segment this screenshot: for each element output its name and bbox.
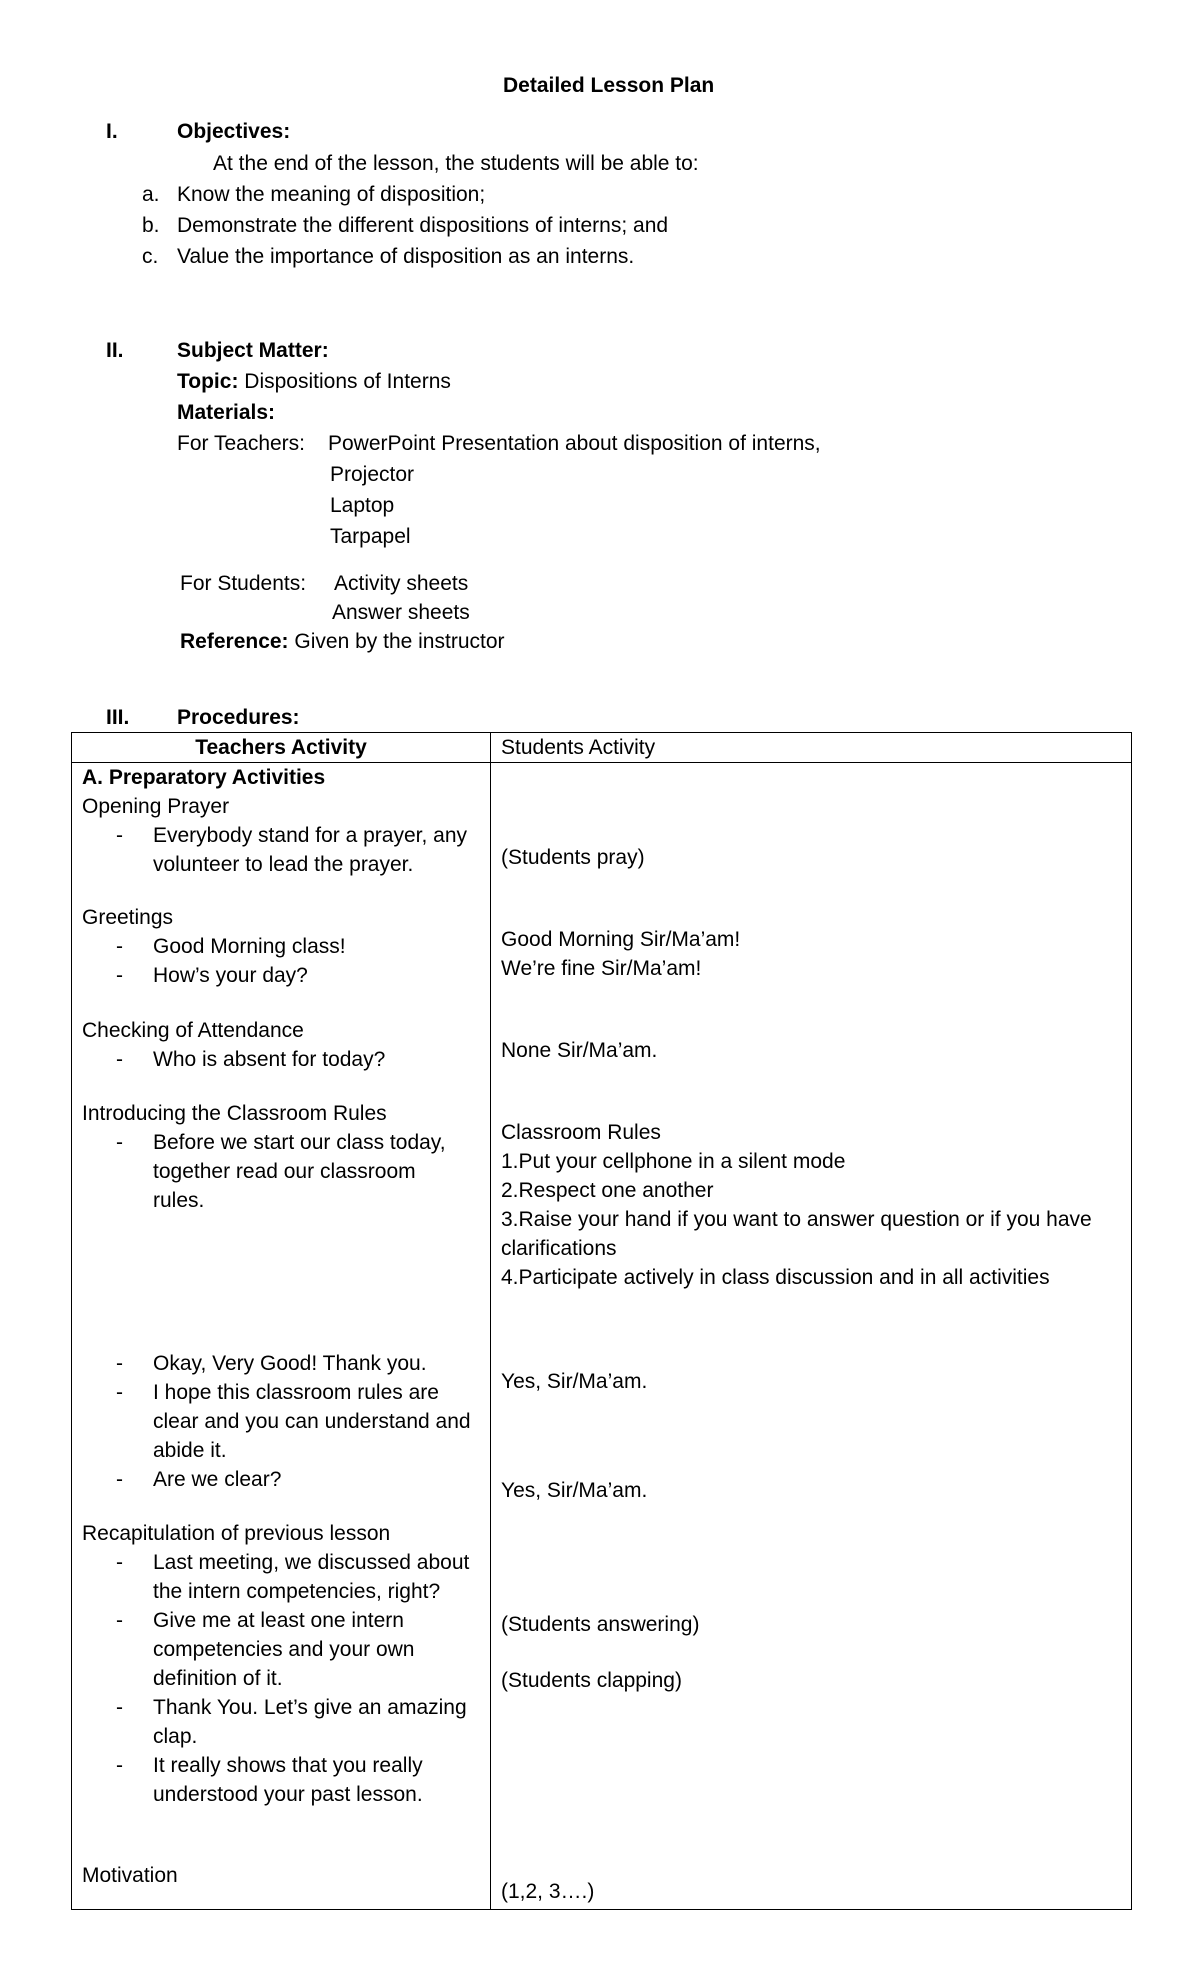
hope-text-1: I hope this classroom rules are (153, 1381, 439, 1404)
recap-label: Recapitulation of previous lesson (82, 1522, 391, 1545)
rule-2: 2.Respect one another (501, 1179, 714, 1202)
teachers-activity-header: Teachers Activity (195, 736, 367, 759)
students-answering: (Students answering) (501, 1613, 700, 1636)
attendance-response: None Sir/Ma’am. (501, 1039, 658, 1062)
rules-text-2: together read our classroom (153, 1160, 416, 1183)
student-material-2: Answer sheets (332, 601, 470, 624)
column-divider (490, 733, 491, 1909)
hope-text-2: clear and you can understand and (153, 1410, 471, 1433)
section-a-heading: A. Preparatory Activities (82, 766, 326, 789)
reference-line (180, 628, 505, 656)
objectives-heading: Objectives: (177, 120, 291, 143)
recap-text-1b: the intern competencies, right? (153, 1580, 441, 1603)
bullet-dash: - (116, 1131, 123, 1154)
for-teachers-label: For Teachers: (177, 432, 305, 455)
recap-text-4a: It really shows that you really (153, 1754, 423, 1777)
motivation-label: Motivation (82, 1864, 178, 1887)
greetings-label: Greetings (82, 906, 174, 929)
topic-label: Topic: (177, 370, 239, 393)
bullet-dash: - (116, 1754, 123, 1777)
objective-letter-b: b. (142, 214, 160, 237)
bullet-dash: - (116, 1048, 123, 1071)
prayer-text-2: volunteer to lead the prayer. (153, 853, 414, 876)
bullet-dash: - (116, 1381, 123, 1404)
objectives-intro: At the end of the lesson, the students will be able to: (213, 152, 699, 175)
objective-letter-a: a. (142, 183, 160, 206)
rule-3b: clarifications (501, 1237, 617, 1260)
reference-label: Reference: (180, 630, 289, 653)
bullet-dash: - (116, 1468, 123, 1491)
recap-text-4b: understood your past lesson. (153, 1783, 423, 1806)
greet-response-2: We’re fine Sir/Ma’am! (501, 957, 702, 980)
teacher-material-2: Projector (330, 463, 415, 486)
bullet-dash: - (116, 964, 123, 987)
objective-item-b: Demonstrate the different dispositions of interns; and (177, 214, 669, 237)
student-material-1: Activity sheets (334, 572, 469, 595)
greet-response-1: Good Morning Sir/Ma’am! (501, 928, 741, 951)
teacher-material-1: PowerPoint Presentation about disposition of interns, (328, 432, 821, 455)
for-students-label: For Students: (180, 572, 307, 595)
subject-heading: Subject Matter: (177, 339, 329, 362)
students-clapping: (Students clapping) (501, 1669, 682, 1692)
students-activity-header: Students Activity (501, 736, 656, 759)
attendance-label: Checking of Attendance (82, 1019, 304, 1042)
document-title: Detailed Lesson Plan (503, 74, 715, 97)
materials-label: Materials: (177, 401, 276, 424)
rule-3a: 3.Raise your hand if you want to answer question or if you have (501, 1208, 1092, 1231)
counting-response: (1,2, 3….) (501, 1880, 595, 1903)
rule-4: 4.Participate actively in class discussion and in all activities (501, 1266, 1050, 1289)
teacher-material-4: Tarpapel (330, 525, 411, 548)
procedures-numeral: III. (106, 706, 130, 729)
greet-text-1: Good Morning class! (153, 935, 346, 958)
bullet-dash: - (116, 935, 123, 958)
subject-numeral: II. (106, 339, 124, 362)
recap-text-1a: Last meeting, we discussed about (153, 1551, 470, 1574)
procedures-heading: Procedures: (177, 706, 300, 729)
rule-1: 1.Put your cellphone in a silent mode (501, 1150, 846, 1173)
recap-text-2c: definition of it. (153, 1667, 283, 1690)
reference-value: Given by the instructor (294, 630, 505, 653)
yes-response-2: Yes, Sir/Ma’am. (501, 1479, 648, 1502)
greet-text-2: How’s your day? (153, 964, 308, 987)
topic-value: Dispositions of Interns (244, 370, 451, 393)
yes-response-1: Yes, Sir/Ma’am. (501, 1370, 648, 1393)
bullet-dash: - (116, 1352, 123, 1375)
objective-letter-c: c. (142, 245, 159, 268)
okay-text: Okay, Very Good! Thank you. (153, 1352, 427, 1375)
clear-question: Are we clear? (153, 1468, 282, 1491)
rules-intro-label: Introducing the Classroom Rules (82, 1102, 387, 1125)
opening-prayer-label: Opening Prayer (82, 795, 230, 818)
rules-text-3: rules. (153, 1189, 205, 1212)
bullet-dash: - (116, 824, 123, 847)
students-pray-text: (Students pray) (501, 846, 645, 869)
recap-text-2a: Give me at least one intern (153, 1609, 404, 1632)
objective-item-a: Know the meaning of disposition; (177, 183, 486, 206)
topic-line (177, 368, 451, 396)
rules-text-1: Before we start our class today, (153, 1131, 446, 1154)
objectives-numeral: I. (106, 120, 118, 143)
bullet-dash: - (116, 1551, 123, 1574)
procedures-table (71, 732, 1132, 1910)
objective-item-c: Value the importance of disposition as an interns. (177, 245, 635, 268)
recap-text-2b: competencies and your own (153, 1638, 415, 1661)
teacher-material-3: Laptop (330, 494, 395, 517)
attendance-question: Who is absent for today? (153, 1048, 386, 1071)
prayer-text-1: Everybody stand for a prayer, any (153, 824, 468, 847)
classroom-rules-heading: Classroom Rules (501, 1121, 661, 1144)
bullet-dash: - (116, 1696, 123, 1719)
hope-text-3: abide it. (153, 1439, 227, 1462)
recap-text-3a: Thank You. Let’s give an amazing (153, 1696, 467, 1719)
bullet-dash: - (116, 1609, 123, 1632)
recap-text-3b: clap. (153, 1725, 198, 1748)
